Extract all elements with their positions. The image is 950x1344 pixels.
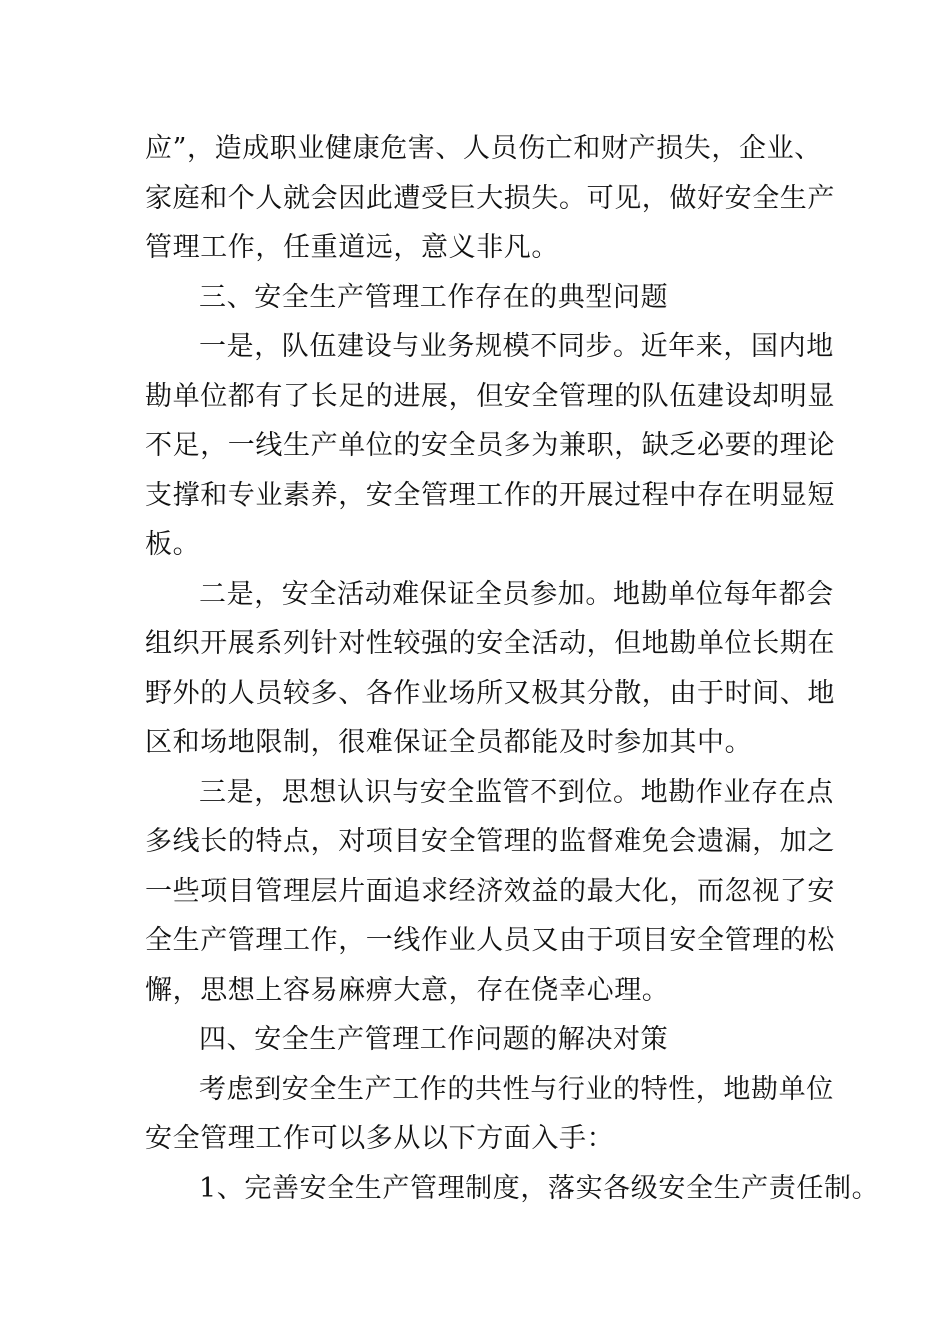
text-line: 多线长的特点，对项目安全管理的监督难免会遗漏，加之 <box>145 826 835 857</box>
text-line: 一是，队伍建设与业务规模不同步。近年来，国内地 <box>199 331 834 362</box>
text-line: 家庭和个人就会因此遭受巨大损失。可见，做好安全生产 <box>145 182 835 214</box>
text-line: 二是，安全活动难保证全员参加。地勘单位每年都会 <box>199 578 834 610</box>
text-line: 组织开展系列针对性较强的安全活动，但地勘单位长期在 <box>145 628 835 659</box>
text-line: 支撑和专业素养，安全管理工作的开展过程中存在明显短 <box>145 479 835 511</box>
text-line: 野外的人员较多、各作业场所又极其分散，由于时间、地 <box>145 677 835 709</box>
text-line: 区和场地限制，很难保证全员都能及时参加其中。 <box>145 727 753 758</box>
text-line: 不足，一线生产单位的安全员多为兼职，缺乏必要的理论 <box>145 430 835 461</box>
text-line: 勘单位都有了长足的进展，但安全管理的队伍建设却明显 <box>145 380 835 412</box>
text-line: 一些项目管理层片面追求经济效益的最大化，而忽视了安 <box>145 875 835 907</box>
text-line: 考虑到安全生产工作的共性与行业的特性，地勘单位 <box>199 1073 834 1105</box>
text-line: 安全管理工作可以多从以下方面入手： <box>145 1123 615 1154</box>
section-heading: 四、安全生产管理工作问题的解决对策 <box>199 1024 669 1055</box>
section-heading: 三、安全生产管理工作存在的典型问题 <box>199 281 669 313</box>
document-body <box>145 124 880 1213</box>
text-line: 板。 <box>145 529 201 560</box>
text-line: 全生产管理工作，一线作业人员又由于项目安全管理的松 <box>145 925 835 956</box>
text-line: 应”，造成职业健康危害、人员伤亡和财产损失，企业、 <box>145 133 822 164</box>
text-line: 三是，思想认识与安全监管不到位。地勘作业存在点 <box>199 776 834 808</box>
text-line: 管理工作，任重道远，意义非凡。 <box>145 232 559 263</box>
text-line: 1、完善安全生产管理制度，落实各级安全生产责任制。 <box>199 1172 880 1204</box>
text-line: 懈，思想上容易麻痹大意，存在侥幸心理。 <box>145 974 670 1006</box>
